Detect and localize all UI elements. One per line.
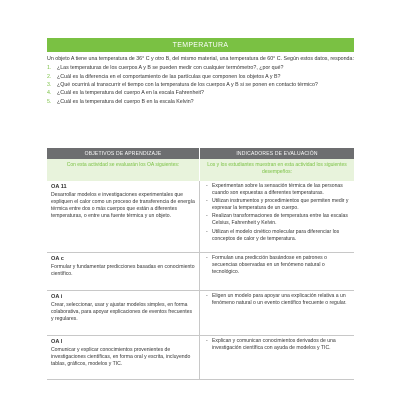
evaluation-table	[47, 148, 354, 380]
indicator-item: - Realizan transformaciones de temperatura entre las escalas Celsius, Fahrenheit y Kelvin.	[206, 213, 350, 227]
header-evaluation-indicators: INDICADORES DE EVALUACIÓN	[200, 148, 354, 159]
indicator-item: - Utilizan instrumentos y procedimientos que permiten medir y expresar la temperatura de un cuerpo.	[206, 198, 350, 212]
subheader-left: Con esta actividad se evaluarán los OA siguientes:	[47, 159, 200, 181]
question-item	[47, 81, 354, 89]
question-number: 3.	[47, 82, 52, 89]
section-title: TEMPERATURA	[172, 41, 229, 49]
objective-description: Formular y fundamentar predicciones basadas en conocimiento científico.	[51, 264, 195, 278]
objective-cell	[47, 181, 200, 252]
question-text: ¿Las temperaturas de los cuerpos A y B se pueden medir con cualquier termómetro?, ¿por qué?	[57, 65, 284, 72]
section-title-bar	[47, 38, 354, 52]
question-number: 4.	[47, 90, 52, 97]
indicator-item: - Utilizan el modelo cinético molecular para diferenciar los conceptos de calor y de temperatura.	[206, 229, 350, 243]
indicator-item: - Formulan una predicción basándose en patrones o secuencias observadas en un fenómeno natural o tecnológico.	[206, 255, 350, 276]
objective-description: Comunicar y explicar conocimientos provenientes de investigaciones científicas, en forma oral y escrita, incluyendo tablas, gráficos, modelos y TIC.	[51, 347, 191, 368]
subheader-right: Los y los estudiantes muestran en esta actividad los siguientes desempeños:	[200, 159, 354, 181]
objective-description: Crear, seleccionar, usar y ajustar modelos simples, en forma colaborativa, para apoyar explicaciones de eventos frecuentes y regulares.	[51, 302, 193, 323]
question-list	[47, 64, 354, 106]
indicator-cell	[200, 336, 354, 379]
indicator-list	[206, 293, 350, 307]
objective-cell	[47, 253, 200, 290]
objective-code: OA i	[51, 294, 63, 300]
table-row	[47, 336, 354, 380]
question-number: 1.	[47, 65, 52, 72]
question-item	[47, 73, 354, 81]
indicator-cell	[200, 181, 354, 252]
header-learning-objectives: OBJETIVOS DE APRENDIZAJE	[47, 148, 200, 159]
question-item	[47, 89, 354, 97]
table-row	[47, 291, 354, 336]
indicator-item: - Eligen un modelo para apoyar una explicación relativa a un fenómeno natural o un evento científico frecuente o regular.	[206, 293, 350, 307]
indicator-item: - Explican y comunican conocimientos derivados de una investigación científica con ayuda de modelos y TIC.	[206, 338, 350, 352]
question-text: ¿Cuál es la diferencia en el comportamiento de las partículas que componen los objetos A y B?	[57, 73, 281, 80]
question-item	[47, 64, 354, 72]
objective-code: OA 11	[51, 184, 67, 190]
indicator-list	[206, 338, 350, 352]
worksheet-page	[47, 38, 354, 368]
question-item	[47, 98, 354, 106]
question-text: ¿Cuál es la temperatura del cuerpo B en la escala Kelvin?	[57, 98, 194, 105]
objective-description: Desarrollar modelos e investigaciones experimentales que expliquen el calor como un proceso de transferencia de energía térmica entre dos o más cuerpos que están a diferentes temperaturas, o entre una fuente térmica y un objeto.	[51, 192, 195, 220]
indicator-item: - Experimentan sobre la sensación térmica de las personas cuando son expuestas a diferentes temperaturas.	[206, 183, 350, 197]
objective-cell	[47, 336, 200, 379]
objective-code: OA c	[51, 256, 64, 262]
objective-code: OA l	[51, 339, 63, 345]
question-number: 5.	[47, 98, 52, 105]
question-text: ¿Qué ocurrirá al transcurrir el tiempo con la temperatura de los cuerpos A y B si se ponen en contacto térmico?	[57, 82, 318, 89]
question-number: 2.	[47, 73, 52, 80]
table-row	[47, 253, 354, 291]
objective-cell	[47, 291, 200, 335]
indicator-list	[206, 183, 350, 243]
table-header	[47, 148, 354, 159]
table-subheader	[47, 159, 354, 181]
intro-paragraph: Un objeto A tiene una temperatura de 36° C y otro B, del mismo material, una temperatura de 60° C. Según estos datos, responda:	[47, 56, 354, 62]
question-text: ¿Cuál es la temperatura del cuerpo A en la escala Fahrenheit?	[57, 90, 204, 97]
table-row	[47, 181, 354, 253]
indicator-cell	[200, 253, 354, 290]
indicator-list	[206, 255, 350, 276]
indicator-cell	[200, 291, 354, 335]
